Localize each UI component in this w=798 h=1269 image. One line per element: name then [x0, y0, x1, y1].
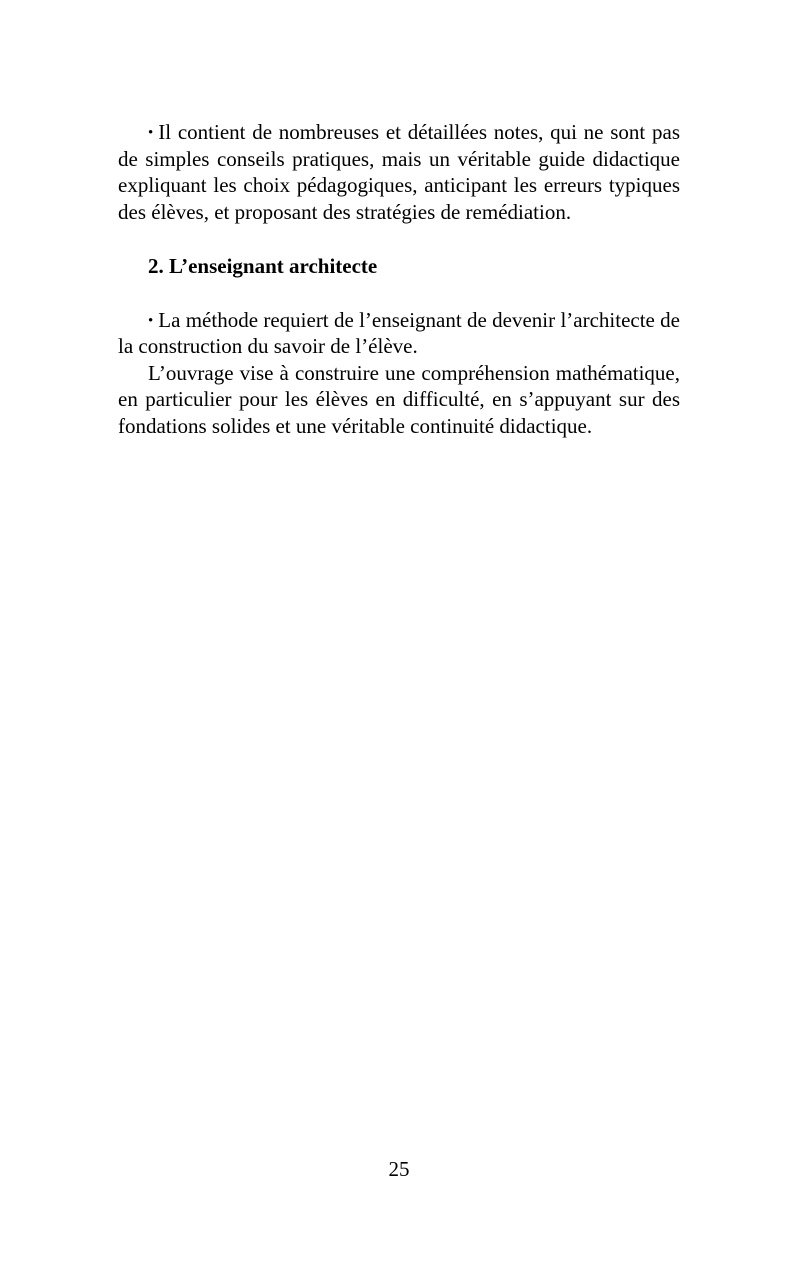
- spacer: [118, 280, 680, 307]
- paragraph-text: Il contient de nombreuses et détaillées notes, qui ne sont pas de simples conseils pratiques, mais un véritable guide didactique expliquant les choix pédagogiques, anticipant les erreurs typiques des élèves, et proposant des stratégies de remédiation.: [118, 120, 680, 224]
- bullet-icon: •: [148, 312, 154, 329]
- bullet-paragraph-method: [118, 307, 680, 360]
- page-number: 25: [388, 1157, 410, 1181]
- spacer: [118, 225, 680, 253]
- paragraph-text: La méthode requiert de l’enseignant de devenir l’architecte de la construction du savoir de l’élève.: [118, 307, 680, 358]
- page-body: [118, 119, 680, 439]
- paragraph-ouvrage: L’ouvrage vise à construire une compréhension mathématique, en particulier pour les élèves en difficulté, en s’appuyant sur des fondations solides et une véritable continuité didactique.: [118, 360, 680, 438]
- bullet-paragraph-notes: [118, 119, 680, 225]
- bullet-icon: •: [148, 125, 154, 141]
- section-heading: 2. L’enseignant architecte: [148, 254, 378, 278]
